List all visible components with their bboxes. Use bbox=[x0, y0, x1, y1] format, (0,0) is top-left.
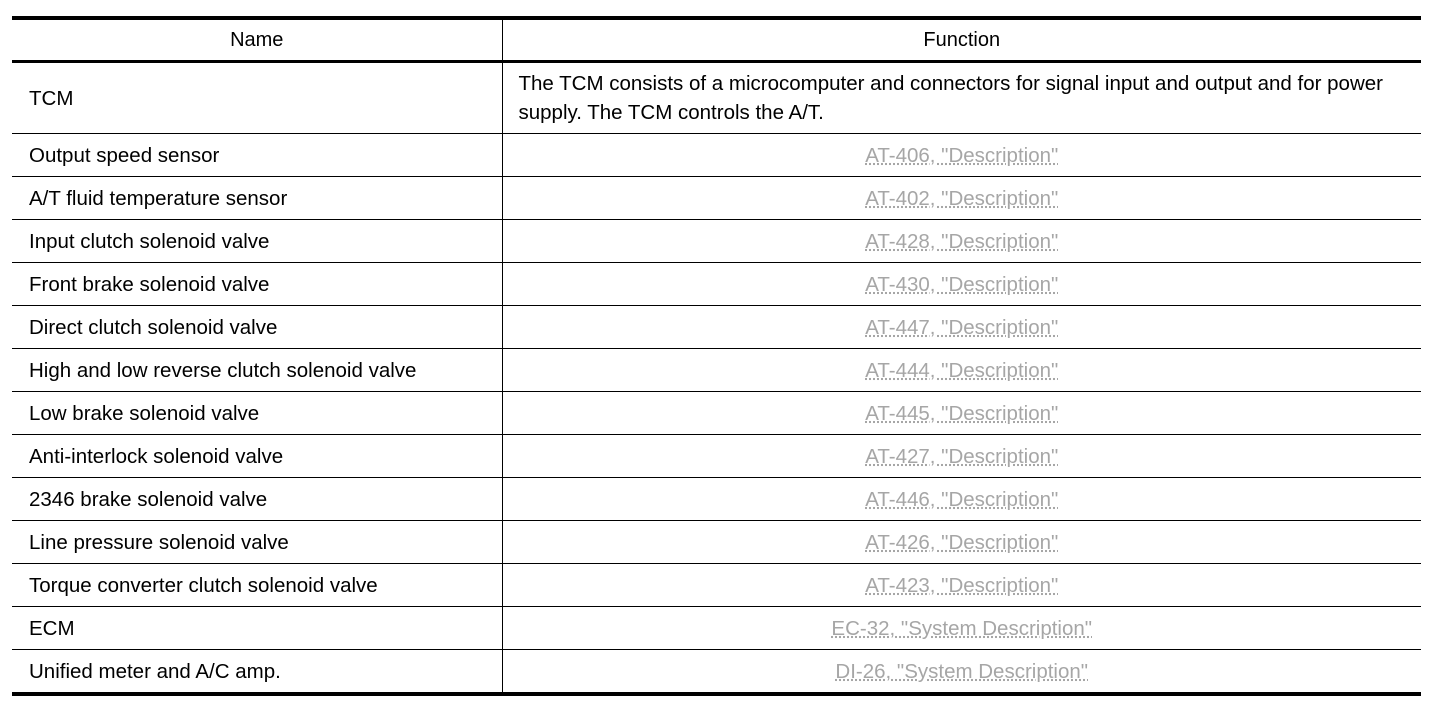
table-row bbox=[12, 607, 1421, 650]
reference-link[interactable]: AT-402, "Description" bbox=[865, 186, 1059, 210]
table-row bbox=[12, 349, 1421, 392]
cell-name: ECM bbox=[12, 607, 502, 650]
reference-link[interactable]: AT-430, "Description" bbox=[865, 272, 1059, 296]
reference-link[interactable]: EC-32, "System Description" bbox=[831, 616, 1093, 640]
reference-link[interactable]: DI-26, "System Description" bbox=[835, 659, 1089, 683]
cell-function bbox=[502, 177, 1421, 220]
table-row bbox=[12, 521, 1421, 564]
cell-name: Direct clutch solenoid valve bbox=[12, 306, 502, 349]
cell-function bbox=[502, 435, 1421, 478]
table-row bbox=[12, 564, 1421, 607]
cell-name: Input clutch solenoid valve bbox=[12, 220, 502, 263]
table-row bbox=[12, 134, 1421, 177]
cell-function: The TCM consists of a microcomputer and connectors for signal input and output and for power supply. The TCM controls the A/T. bbox=[502, 62, 1421, 134]
cell-name: Anti-interlock solenoid valve bbox=[12, 435, 502, 478]
table-row bbox=[12, 220, 1421, 263]
table-row bbox=[12, 263, 1421, 306]
cell-function bbox=[502, 349, 1421, 392]
cell-function bbox=[502, 220, 1421, 263]
reference-link[interactable]: AT-428, "Description" bbox=[865, 229, 1059, 253]
cell-function bbox=[502, 134, 1421, 177]
cell-name: Line pressure solenoid valve bbox=[12, 521, 502, 564]
table-row bbox=[12, 478, 1421, 521]
header-name: Name bbox=[12, 18, 502, 62]
cell-name: TCM bbox=[12, 62, 502, 134]
component-function-table bbox=[12, 16, 1421, 696]
cell-name: Front brake solenoid valve bbox=[12, 263, 502, 306]
cell-name: Low brake solenoid valve bbox=[12, 392, 502, 435]
table-row bbox=[12, 306, 1421, 349]
cell-function bbox=[502, 607, 1421, 650]
table-row bbox=[12, 650, 1421, 695]
reference-link[interactable]: AT-423, "Description" bbox=[865, 573, 1059, 597]
cell-name: Output speed sensor bbox=[12, 134, 502, 177]
cell-function bbox=[502, 306, 1421, 349]
reference-link[interactable]: AT-426, "Description" bbox=[865, 530, 1059, 554]
table-row bbox=[12, 435, 1421, 478]
cell-function bbox=[502, 564, 1421, 607]
table-row bbox=[12, 62, 1421, 134]
table-header bbox=[12, 18, 1421, 62]
cell-function bbox=[502, 263, 1421, 306]
reference-link[interactable]: AT-406, "Description" bbox=[865, 143, 1059, 167]
reference-link[interactable]: AT-445, "Description" bbox=[865, 401, 1059, 425]
component-function-table-container bbox=[12, 16, 1421, 696]
cell-function bbox=[502, 650, 1421, 695]
reference-link[interactable]: AT-447, "Description" bbox=[865, 315, 1059, 339]
reference-link[interactable]: AT-444, "Description" bbox=[865, 358, 1059, 382]
cell-function bbox=[502, 521, 1421, 564]
cell-name: Torque converter clutch solenoid valve bbox=[12, 564, 502, 607]
cell-name: 2346 brake solenoid valve bbox=[12, 478, 502, 521]
header-row bbox=[12, 18, 1421, 62]
header-function: Function bbox=[502, 18, 1421, 62]
cell-function bbox=[502, 392, 1421, 435]
reference-link[interactable]: AT-446, "Description" bbox=[865, 487, 1059, 511]
cell-name: High and low reverse clutch solenoid valve bbox=[12, 349, 502, 392]
cell-function bbox=[502, 478, 1421, 521]
reference-link[interactable]: AT-427, "Description" bbox=[865, 444, 1059, 468]
table-row bbox=[12, 177, 1421, 220]
table-row bbox=[12, 392, 1421, 435]
cell-name: A/T fluid temperature sensor bbox=[12, 177, 502, 220]
table-body bbox=[12, 62, 1421, 695]
cell-name: Unified meter and A/C amp. bbox=[29, 659, 281, 683]
